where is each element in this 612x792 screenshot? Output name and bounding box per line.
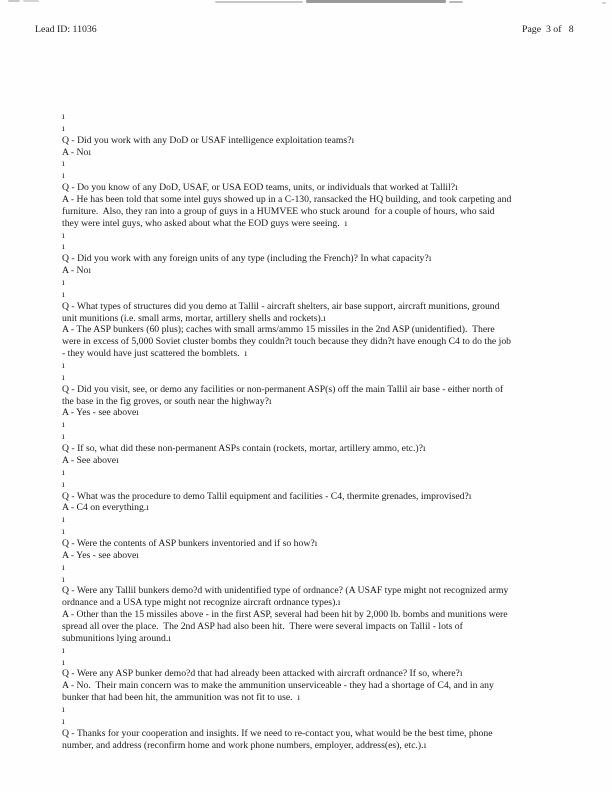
text-line <box>62 265 574 277</box>
paragraph-mark-icon: ı <box>88 146 92 158</box>
text-line <box>62 372 574 384</box>
paragraph-mark-icon: ı <box>268 395 272 407</box>
line-text: A - No. Their main concern was to make the ammunition unserviceable - they had a shortage of C4, and in any <box>62 680 494 692</box>
page-number-label: Page 3 of 8 <box>522 24 574 35</box>
line-text: Q - Thanks for your cooperation and insights. If we need to re-contact you, what would be the best time, phone <box>62 727 493 739</box>
text-line <box>62 467 574 479</box>
text-line <box>62 645 574 657</box>
text-line <box>62 443 574 455</box>
paragraph-mark-icon: ı <box>62 170 65 182</box>
paragraph-mark-icon: ı <box>136 549 139 561</box>
text-line <box>62 313 574 325</box>
text-line <box>62 550 574 562</box>
line-text: Q - Did you visit, see, or demo any facilities or non-permanent ASP(s) off the main Tallil air base - either north of <box>62 383 504 395</box>
paragraph-mark-icon: ı <box>88 265 92 277</box>
text-line <box>62 206 574 218</box>
line-text: Q - Did you work with any DoD or USAF intelligence exploitation teams? <box>62 134 352 146</box>
text-line <box>62 692 574 704</box>
line-text: ordnance and a USA type might not recognize aircraft ordnance types). <box>62 597 338 609</box>
text-line <box>62 609 574 621</box>
line-text: Q - Were any Tallil bunkers demo?d with unidentified type of ordnance? (A USAF type might not recognized army <box>62 585 509 597</box>
paragraph-mark-icon: ı <box>62 561 65 573</box>
line-text: A - Other than the 15 missiles above - in the first ASP, several had been hit by 2,000 lb. bombs and munitions were <box>62 609 508 621</box>
line-text: A - The ASP bunkers (60 plus); caches with small arms/ammo 15 missiles in the 2nd ASP (unidentified). There <box>62 324 495 336</box>
text-line <box>62 324 574 336</box>
paragraph-mark-icon: ı <box>62 644 65 656</box>
scan-artifact <box>602 2 606 4</box>
paragraph-mark-icon: ı <box>62 526 65 538</box>
paragraph-mark-icon: ı <box>62 419 65 431</box>
line-text: A - No <box>62 265 89 277</box>
line-text: - they would have just scattered the bomblets. <box>62 348 245 360</box>
line-text: the base in the fig groves, or south near the highway? <box>62 395 269 407</box>
paragraph-mark-icon: ı <box>62 229 65 241</box>
text-line <box>62 253 574 265</box>
paragraph-mark-icon: ı <box>62 703 65 715</box>
paragraph-mark-icon: ı <box>62 277 65 289</box>
paragraph-mark-icon: ı <box>62 241 65 253</box>
line-text: A - No <box>62 146 89 158</box>
text-line <box>62 384 574 396</box>
paragraph-mark-icon: ı <box>168 632 171 644</box>
line-text: unit munitions (i.e. small arms, mortar, artillery shells and rockets). <box>62 312 324 324</box>
paragraph-mark-icon: ı <box>351 134 355 146</box>
line-text: spread all over the place. The 2nd ASP had also been hit. There were several impacts on Tallil - lots of <box>62 620 463 632</box>
paragraph-mark-icon: ı <box>62 122 65 134</box>
text-line <box>62 514 574 526</box>
text-line <box>62 407 574 419</box>
paragraph-mark-icon: ı <box>468 490 472 502</box>
text-line <box>62 680 574 692</box>
paragraph-mark-icon: ı <box>428 253 432 265</box>
text-line <box>62 621 574 633</box>
paragraph-mark-icon: ı <box>62 371 65 383</box>
paragraph-mark-icon: ı <box>314 537 318 549</box>
paragraph-mark-icon: ı <box>423 739 427 751</box>
paragraph-mark-icon: ı <box>459 668 463 680</box>
text-line <box>62 230 574 242</box>
text-line <box>62 502 574 514</box>
paragraph-mark-icon: ı <box>62 466 65 478</box>
text-line <box>62 194 574 206</box>
text-line <box>62 170 574 182</box>
text-line <box>62 574 574 586</box>
text-line <box>62 479 574 491</box>
text-line <box>62 657 574 669</box>
text-line <box>62 301 574 313</box>
scan-artifact <box>23 0 39 2</box>
text-line <box>62 348 574 360</box>
paragraph-mark-icon: ı <box>62 431 65 443</box>
line-text: were in excess of 5,000 Soviet cluster bombs they couldn?t touch because they didn?t have enough C4 to do the job <box>62 336 512 348</box>
text-line <box>62 633 574 645</box>
text-line <box>62 585 574 597</box>
line-text: furniture. Also, they ran into a group of guys in a HUMVEE who stuck around for a couple of hours, who said <box>62 205 495 217</box>
text-line <box>62 668 574 680</box>
line-text: A - Yes - see above <box>62 407 137 419</box>
scan-artifact <box>449 1 463 3</box>
paragraph-mark-icon: ı <box>62 573 65 585</box>
scan-artifact <box>8 0 20 2</box>
paragraph-mark-icon: ı <box>62 478 65 490</box>
text-line <box>62 218 574 230</box>
paragraph-mark-icon: ı <box>62 514 65 526</box>
text-line <box>62 182 574 194</box>
text-line <box>62 147 574 159</box>
line-text: Q - Did you work with any foreign units of any type (including the French)? In what capacity? <box>62 253 429 265</box>
text-line <box>62 562 574 574</box>
text-line <box>62 135 574 147</box>
text-line <box>62 111 574 123</box>
line-text: number, and address (reconfirm home and work phone numbers, employer, address(es), etc.). <box>62 739 424 751</box>
text-line <box>62 289 574 301</box>
line-text: they were intel guys, who asked about what the EOD guys were seeing. <box>62 217 345 229</box>
line-text: Q - Were any ASP bunker demo?d that had already been attacked with aircraft ordnance? If so, where? <box>62 668 460 680</box>
text-line <box>62 123 574 135</box>
scan-artifact <box>306 0 446 3</box>
text-line <box>62 336 574 348</box>
paragraph-mark-icon: ı <box>244 348 248 360</box>
paragraph-mark-icon: ı <box>323 312 326 324</box>
text-line <box>62 158 574 170</box>
paragraph-mark-icon: ı <box>62 715 65 727</box>
paragraph-mark-icon: ı <box>62 288 65 300</box>
qa-body <box>62 111 574 751</box>
paragraph-mark-icon: ı <box>146 502 149 514</box>
text-line <box>62 704 574 716</box>
paragraph-mark-icon: ı <box>297 692 301 704</box>
line-text: Q - Were the contents of ASP bunkers inventoried and if so how? <box>62 537 315 549</box>
text-line <box>62 538 574 550</box>
line-text: Q - If so, what did these non-permanent ASPs contain (rockets, mortar, artillery ammo, etc.)? <box>62 443 423 455</box>
text-line <box>62 491 574 503</box>
line-text: bunker that had been hit, the ammunition was not fit to use. <box>62 692 298 704</box>
paragraph-mark-icon: ı <box>62 360 65 372</box>
paragraph-mark-icon: ı <box>62 111 65 122</box>
line-text: submunitions lying around. <box>62 632 169 644</box>
paragraph-mark-icon: ı <box>62 158 65 170</box>
text-line <box>62 728 574 740</box>
paragraph-mark-icon: ı <box>116 454 119 466</box>
text-line <box>62 396 574 408</box>
text-line <box>62 716 574 728</box>
text-line <box>62 455 574 467</box>
line-text: A - C4 on everything. <box>62 502 147 514</box>
paragraph-mark-icon: ı <box>136 407 139 419</box>
text-line <box>62 597 574 609</box>
paragraph-mark-icon: ı <box>62 656 65 668</box>
paragraph-mark-icon: ı <box>344 217 348 229</box>
line-text: Q - What was the procedure to demo Tallil equipment and facilities - C4, thermite grenades, improvised? <box>62 490 469 502</box>
line-text: A - Yes - see above <box>62 549 137 561</box>
text-line <box>62 360 574 372</box>
text-line <box>62 277 574 289</box>
line-text: Q - What types of structures did you demo at Tallil - aircraft shelters, air base support, aircraft munitions, ground <box>62 300 500 312</box>
text-line <box>62 526 574 538</box>
paragraph-mark-icon: ı <box>422 443 426 455</box>
lead-id-label: Lead ID: 11036 <box>35 24 97 35</box>
text-line <box>62 241 574 253</box>
text-line <box>62 740 574 752</box>
scan-artifact <box>215 1 303 3</box>
line-text: A - See above <box>62 454 117 466</box>
text-line <box>62 419 574 431</box>
paragraph-mark-icon: ı <box>455 182 458 194</box>
line-text: A - He has been told that some intel guys showed up in a C-130, ransacked the HQ building, and took carpeting and <box>62 194 512 206</box>
text-line <box>62 431 574 443</box>
line-text: Q - Do you know of any DoD, USAF, or USA EOD teams, units, or individuals that worked at Tallil? <box>62 182 456 194</box>
paragraph-mark-icon: ı <box>337 597 341 609</box>
